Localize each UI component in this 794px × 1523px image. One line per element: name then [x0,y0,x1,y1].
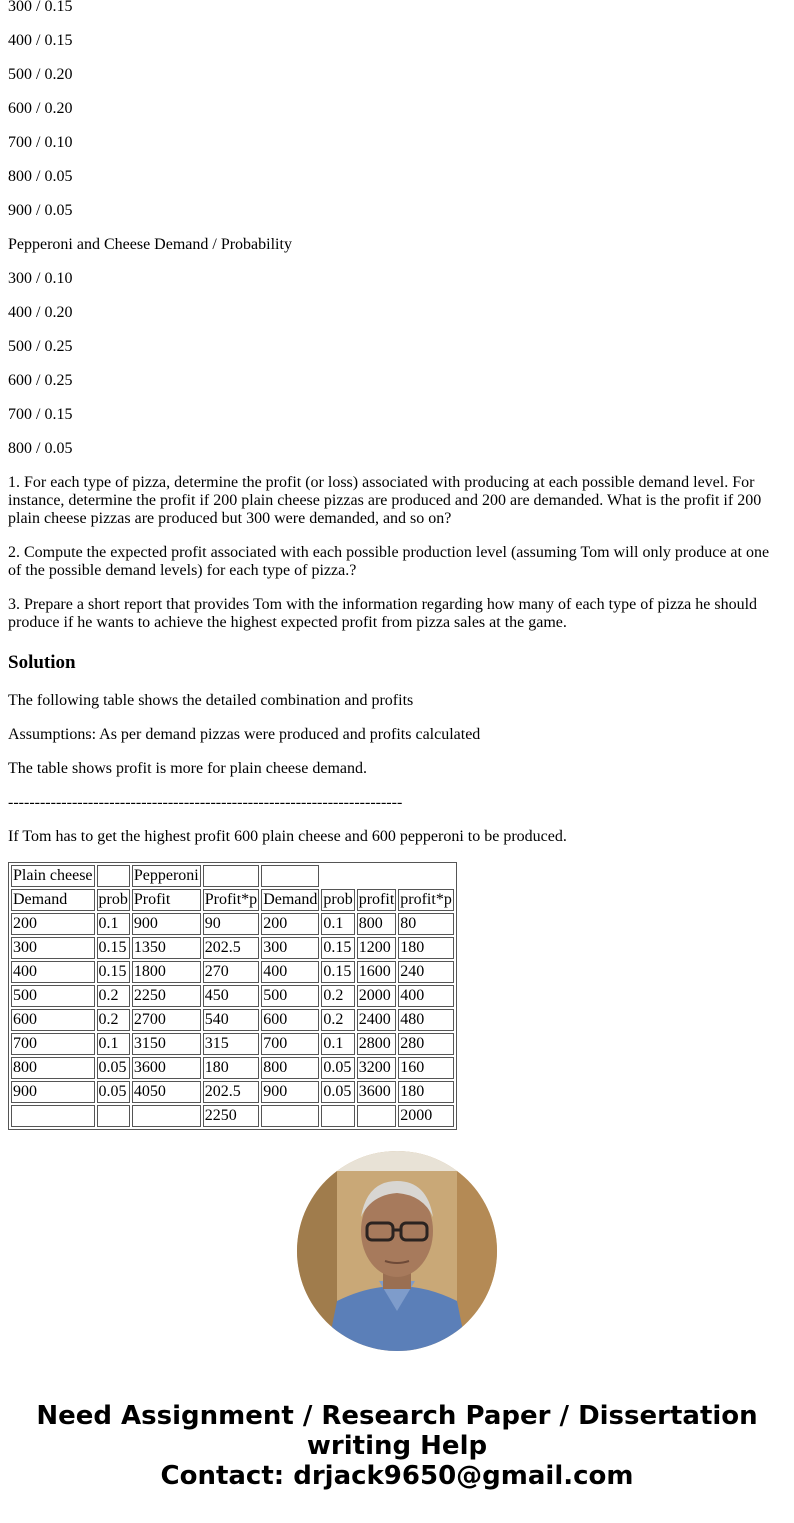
question-2: 2. Compute the expected profit associated with each possible production level (assuming Tom will only produce at one of the possible demand levels) for each type of pizza.? [8,544,770,579]
plain-demand-item: 400 / 0.15 [8,32,73,49]
table-cell: 0.2 [321,1009,354,1031]
table-cell: 540 [203,1009,259,1031]
table-cell: 1350 [132,937,201,959]
table-cell: 0.1 [321,913,354,935]
table-cell [97,1105,130,1127]
table-cell: 80 [398,913,454,935]
table-cell: 0.05 [97,1081,130,1103]
table-cell: 600 [11,1009,95,1031]
table-row [11,1081,454,1103]
table-cell: 2400 [357,1009,397,1031]
table-row [11,961,454,983]
table-row [11,913,454,935]
plain-demand-item: 500 / 0.20 [8,66,73,83]
table-cell: 202.5 [203,937,259,959]
table-cell: 0.15 [97,937,130,959]
table-row [11,1033,454,1055]
table-cell: 3600 [357,1081,397,1103]
table-cell: 400 [398,985,454,1007]
table-cell: 180 [398,937,454,959]
table-cell: prob [97,889,130,911]
question-3: 3. Prepare a short report that provides Tom with the information regarding how many of each type of pizza he should produce if he wants to achieve the highest expected profit from pizza sales at the game. [8,596,758,631]
avatar-background-panel [457,1151,497,1351]
avatar-background-panel [297,1151,337,1351]
table-cell: 240 [398,961,454,983]
solution-paragraph: The table shows profit is more for plain cheese demand. [8,760,367,777]
table-cell: 180 [203,1057,259,1079]
table-cell: 400 [11,961,95,983]
table-cell: 200 [11,913,95,935]
footer-line: writing Help [306,1431,488,1461]
table-cell: 300 [261,937,319,959]
table-cell: 160 [398,1057,454,1079]
table-cell: 202.5 [203,1081,259,1103]
footer-contact: Contact: drjack9650@gmail.com [160,1461,634,1491]
author-portrait-image [297,1151,497,1351]
table-cell: 0.15 [97,961,130,983]
pepperoni-demand-item: 500 / 0.25 [8,338,73,355]
table-cell: 0.1 [321,1033,354,1055]
table-cell [97,865,130,887]
table-cell: 0.05 [321,1081,354,1103]
plain-demand-item: 900 / 0.05 [8,202,73,219]
table-cell [261,1105,319,1127]
table-cell: 800 [11,1057,95,1079]
table-cell: 0.05 [321,1057,354,1079]
footer-line: Need Assignment / Research Paper / Dissertation [36,1401,758,1431]
table-cell: 3150 [132,1033,201,1055]
plain-demand-item: 800 / 0.05 [8,168,73,185]
plain-demand-item: 600 / 0.20 [8,100,73,117]
table-cell: 450 [203,985,259,1007]
table-cell: 2250 [203,1105,259,1127]
solution-paragraph: If Tom has to get the highest profit 600 plain cheese and 600 pepperoni to be produced. [8,828,567,845]
table-title-row [11,865,454,887]
solution-paragraph: Assumptions: As per demand pizzas were produced and profits calculated [8,726,481,743]
table-cell: 0.2 [321,985,354,1007]
promo-footer [0,1401,794,1491]
table-cell: 0.2 [97,985,130,1007]
table-cell: Profit [132,889,201,911]
table-cell: 315 [203,1033,259,1055]
table-cell [203,865,259,887]
table-cell [357,1105,397,1127]
table-cell [11,1105,95,1127]
solution-divider: -------------------------------------------------------------------------- [8,794,403,811]
pepperoni-demand-item: 800 / 0.05 [8,440,73,457]
table-cell: Plain cheese [11,865,95,887]
pepperoni-demand-item: 700 / 0.15 [8,406,73,423]
table-cell: 0.2 [97,1009,130,1031]
table-cell: 480 [398,1009,454,1031]
table-cell: Demand [11,889,95,911]
table-cell: 4050 [132,1081,201,1103]
pepperoni-demand-item: 600 / 0.25 [8,372,73,389]
table-cell: 2800 [357,1033,397,1055]
table-cell: 500 [11,985,95,1007]
question-1: 1. For each type of pizza, determine the profit (or loss) associated with producing at each possible demand level. For instance, determine the profit if 200 plain cheese pizzas are produced and 200 are demanded. What is the profit if 200 plain cheese pizzas are produced but 300 were demanded, and so on? [8,474,762,527]
table-row [11,985,454,1007]
table-header-row [11,889,454,911]
solution-heading: Solution [8,652,76,673]
table-cell [261,865,319,887]
table-cell [132,1105,201,1127]
table-cell: 0.1 [97,1033,130,1055]
plain-demand-item: 300 / 0.15 [8,0,73,15]
table-cell: 90 [203,913,259,935]
table-cell: 200 [261,913,319,935]
solution-paragraph: The following table shows the detailed combination and profits [8,692,414,709]
table-cell: 800 [261,1057,319,1079]
table-row [11,1105,454,1127]
table-cell: 600 [261,1009,319,1031]
table-cell: 2000 [357,985,397,1007]
table-cell: 900 [261,1081,319,1103]
table-cell: 0.15 [321,961,354,983]
table-cell: Demand [261,889,319,911]
table-cell: 700 [261,1033,319,1055]
table-cell: 270 [203,961,259,983]
table-cell: 1800 [132,961,201,983]
table-row [11,937,454,959]
profit-table [8,862,457,1130]
author-avatar [297,1151,497,1351]
table-row [11,1009,454,1031]
table-row [11,1057,454,1079]
table-cell: Pepperoni [132,865,201,887]
table-cell: 900 [132,913,201,935]
table-cell: 180 [398,1081,454,1103]
table-cell: 3600 [132,1057,201,1079]
table-cell: 2000 [398,1105,454,1127]
table-cell: 0.05 [97,1057,130,1079]
table-cell: 800 [357,913,397,935]
table-cell: 300 [11,937,95,959]
pepperoni-heading: Pepperoni and Cheese Demand / Probability [8,236,292,253]
table-cell: 3200 [357,1057,397,1079]
table-cell: 0.1 [97,913,130,935]
plain-demand-item: 700 / 0.10 [8,134,73,151]
table-cell: 900 [11,1081,95,1103]
table-cell: 700 [11,1033,95,1055]
pepperoni-demand-item: 400 / 0.20 [8,304,73,321]
table-cell: Profit*p [203,889,259,911]
table-cell [321,1105,354,1127]
table-cell: 280 [398,1033,454,1055]
table-cell: 2700 [132,1009,201,1031]
pepperoni-demand-item: 300 / 0.10 [8,270,73,287]
table-cell: 500 [261,985,319,1007]
table-cell: 0.15 [321,937,354,959]
table-cell: profit*p [398,889,454,911]
table-cell: profit [357,889,397,911]
table-cell: 2250 [132,985,201,1007]
table-cell: 1600 [357,961,397,983]
table-cell: prob [321,889,354,911]
table-cell: 400 [261,961,319,983]
avatar-ceiling [297,1151,497,1171]
table-cell: 1200 [357,937,397,959]
